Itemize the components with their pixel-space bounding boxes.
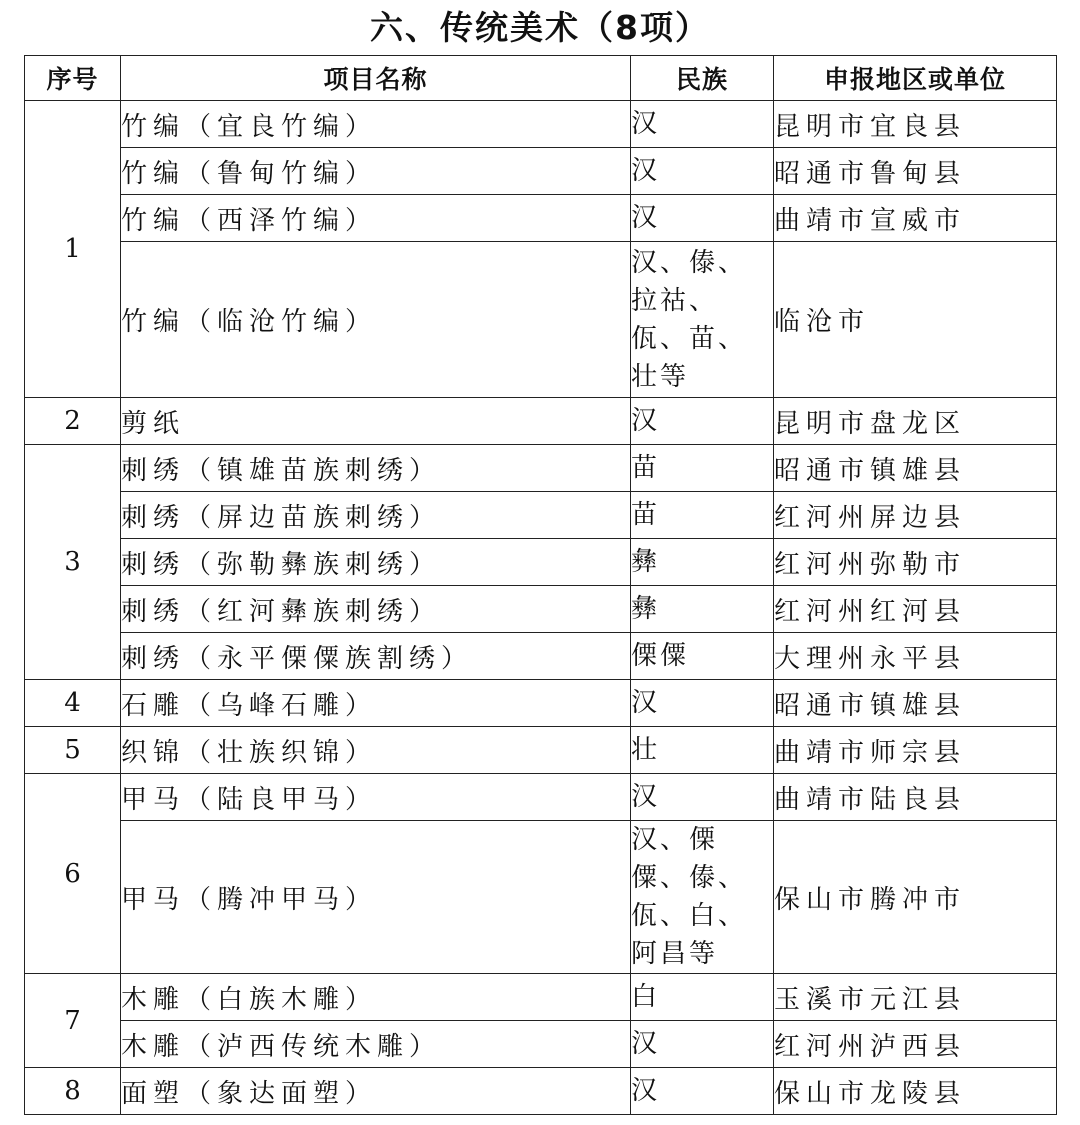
header-ethnic: 民族 — [631, 56, 774, 101]
seq-cell: 5 — [25, 727, 121, 774]
ethnic-cell: 汉 — [631, 101, 774, 148]
table-row — [25, 727, 1057, 774]
region-cell: 临沧市 — [774, 242, 1057, 398]
table-row — [25, 633, 1057, 680]
project-name-cell: 甲马（腾冲甲马） — [121, 821, 631, 974]
project-name-cell: 竹编（临沧竹编） — [121, 242, 631, 398]
seq-cell: 6 — [25, 774, 121, 974]
ethnic-cell: 苗 — [631, 492, 774, 539]
table-row — [25, 1021, 1057, 1068]
ethnic-cell: 苗 — [631, 445, 774, 492]
seq-cell: 4 — [25, 680, 121, 727]
table-row — [25, 242, 1057, 398]
region-cell: 曲靖市师宗县 — [774, 727, 1057, 774]
project-name-cell: 刺绣（永平傈僳族割绣） — [121, 633, 631, 680]
ethnic-cell: 彝 — [631, 586, 774, 633]
header-seq: 序号 — [25, 56, 121, 101]
ethnic-cell: 汉、傣、拉祜、佤、苗、壮等 — [631, 242, 774, 398]
region-cell: 昆明市盘龙区 — [774, 398, 1057, 445]
region-cell: 红河州泸西县 — [774, 1021, 1057, 1068]
ethnic-cell: 汉、傈僳、傣、佤、白、阿昌等 — [631, 821, 774, 974]
region-cell: 红河州红河县 — [774, 586, 1057, 633]
region-cell: 昆明市宜良县 — [774, 101, 1057, 148]
project-name-cell: 石雕（乌峰石雕） — [121, 680, 631, 727]
table-row — [25, 680, 1057, 727]
seq-cell: 3 — [25, 445, 121, 680]
ethnic-cell: 汉 — [631, 680, 774, 727]
table-row — [25, 539, 1057, 586]
seq-cell: 2 — [25, 398, 121, 445]
project-name-cell: 刺绣（屏边苗族刺绣） — [121, 492, 631, 539]
ethnic-cell: 汉 — [631, 1068, 774, 1115]
project-name-cell: 刺绣（镇雄苗族刺绣） — [121, 445, 631, 492]
table-row — [25, 148, 1057, 195]
project-name-cell: 木雕（泸西传统木雕） — [121, 1021, 631, 1068]
ethnic-cell: 汉 — [631, 148, 774, 195]
table-row — [25, 101, 1057, 148]
region-cell: 大理州永平县 — [774, 633, 1057, 680]
table-row — [25, 195, 1057, 242]
ethnic-cell: 傈僳 — [631, 633, 774, 680]
table-row — [25, 586, 1057, 633]
page-title: 六、传统美术（8项） — [370, 8, 710, 47]
seq-cell: 7 — [25, 974, 121, 1068]
table-header-row — [25, 56, 1057, 101]
project-name-cell: 刺绣（弥勒彝族刺绣） — [121, 539, 631, 586]
project-name-cell: 木雕（白族木雕） — [121, 974, 631, 1021]
region-cell: 昭通市镇雄县 — [774, 680, 1057, 727]
table-row — [25, 398, 1057, 445]
ethnic-cell: 汉 — [631, 1021, 774, 1068]
table-row — [25, 1068, 1057, 1115]
table-row — [25, 492, 1057, 539]
ethnic-cell: 彝 — [631, 539, 774, 586]
project-name-cell: 织锦（壮族织锦） — [121, 727, 631, 774]
project-name-cell: 竹编（鲁甸竹编） — [121, 148, 631, 195]
region-cell: 昭通市镇雄县 — [774, 445, 1057, 492]
project-name-cell: 面塑（象达面塑） — [121, 1068, 631, 1115]
table-row — [25, 821, 1057, 974]
header-region: 申报地区或单位 — [774, 56, 1057, 101]
region-cell: 保山市龙陵县 — [774, 1068, 1057, 1115]
table-row — [25, 774, 1057, 821]
project-name-cell: 剪纸 — [121, 398, 631, 445]
ethnic-cell: 壮 — [631, 727, 774, 774]
seq-cell: 8 — [25, 1068, 121, 1115]
ethnic-cell: 汉 — [631, 398, 774, 445]
region-cell: 昭通市鲁甸县 — [774, 148, 1057, 195]
heritage-table — [24, 55, 1057, 1115]
region-cell: 保山市腾冲市 — [774, 821, 1057, 974]
region-cell: 曲靖市宣威市 — [774, 195, 1057, 242]
ethnic-cell: 汉 — [631, 195, 774, 242]
ethnic-cell: 汉 — [631, 774, 774, 821]
project-name-cell: 竹编（宜良竹编） — [121, 101, 631, 148]
region-cell: 玉溪市元江县 — [774, 974, 1057, 1021]
seq-cell: 1 — [25, 101, 121, 398]
header-name: 项目名称 — [121, 56, 631, 101]
project-name-cell: 竹编（西泽竹编） — [121, 195, 631, 242]
table-row — [25, 445, 1057, 492]
ethnic-cell: 白 — [631, 974, 774, 1021]
region-cell: 曲靖市陆良县 — [774, 774, 1057, 821]
region-cell: 红河州弥勒市 — [774, 539, 1057, 586]
project-name-cell: 刺绣（红河彝族刺绣） — [121, 586, 631, 633]
project-name-cell: 甲马（陆良甲马） — [121, 774, 631, 821]
table-row — [25, 974, 1057, 1021]
region-cell: 红河州屏边县 — [774, 492, 1057, 539]
